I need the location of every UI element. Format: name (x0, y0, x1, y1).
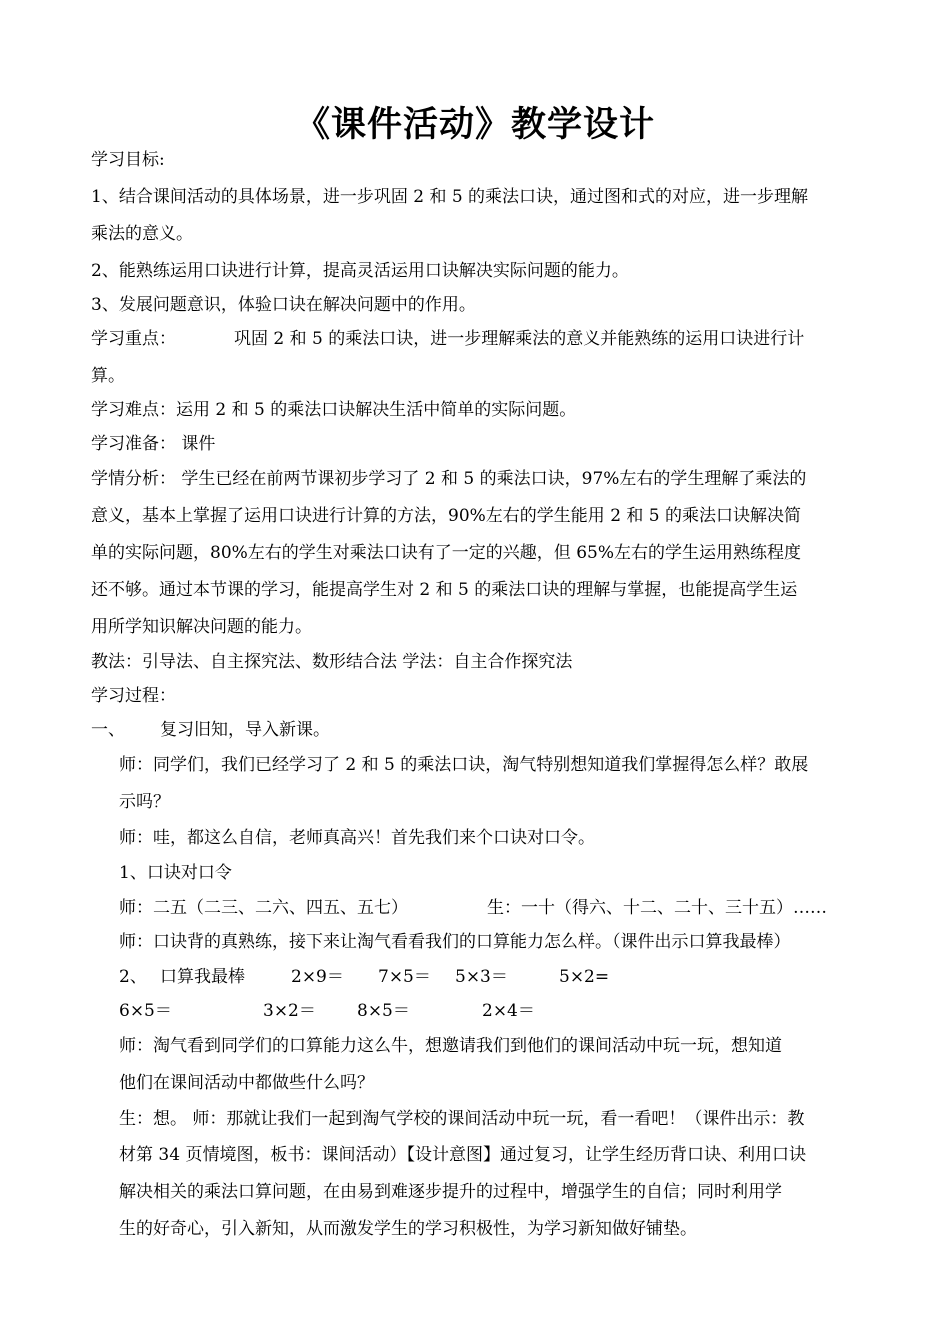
objective-3: 3、发展问题意识，体验口诀在解决问题中的作用。 (91, 295, 476, 315)
teacher-line-1: 师：同学们，我们已经学习了 2 和 5 的乘法口诀，淘气特别想知道我们掌握得怎么样？敢展 (119, 755, 809, 775)
teacher-line-3: 师：口诀背的真熟练，接下来让淘气看看我们的口算能力怎么样。（课件出示口算我最棒） (119, 932, 791, 952)
key-point-line-2: 算。 (91, 366, 125, 386)
methods: 教法：引导法、自主探究法、数形结合法 学法：自主合作探究法 (91, 652, 573, 672)
section-1-number: 一、 (91, 720, 125, 740)
calc-item: 7×5＝ (378, 967, 431, 987)
analysis-line-3: 单的实际问题，80%左右的学生对乘法口诀有了一定的兴趣，但 65%左右的学生运用熟练程度 (91, 543, 801, 563)
analysis-line-1: 学情分析： 学生已经在前两节课初步学习了 2 和 5 的乘法口诀，97%左右的学生理解了乘法的 (91, 469, 807, 489)
calc-item: 5×2= (559, 967, 610, 987)
teacher-line-2: 师：哇，都这么自信，老师真高兴！首先我们来个口诀对口令。 (119, 828, 595, 848)
difficulty: 学习难点：运用 2 和 5 的乘法口诀解决生活中简单的实际问题。 (91, 400, 577, 420)
calc-item: 3×2＝ (263, 1001, 316, 1021)
key-point-line-1: 巩固 2 和 5 的乘法口诀，进一步理解乘法的意义并能熟练的运用口诀进行计 (234, 329, 805, 349)
objective-1-line-1: 1、结合课间活动的具体场景，进一步巩固 2 和 5 的乘法口诀，通过图和式的对应，进一步理解 (91, 187, 809, 207)
calc-item: 5×3＝ (455, 967, 508, 987)
subsection-2-number: 2、 (119, 967, 147, 987)
subsection-2-title: 口算我最棒 (160, 967, 245, 987)
objective-1-line-2: 乘法的意义。 (91, 224, 193, 244)
analysis-line-2: 意义，基本上掌握了运用口诀进行计算的方法，90%左右的学生能用 2 和 5 的乘法口诀解决简 (91, 506, 802, 526)
calc-item: 2×9＝ (291, 967, 344, 987)
dialogue-line-1: 生：想。 师：那就让我们一起到淘气学校的课间活动中玩一玩，看一看吧！（课件出示：教 (119, 1109, 805, 1129)
document-title: 《课件活动》教学设计 (294, 104, 655, 145)
teacher-line-4-cont: 他们在课间活动中都做些什么吗？ (119, 1073, 374, 1093)
teacher-line-1-cont: 示吗？ (119, 792, 170, 812)
objectives-heading: 学习目标: (91, 150, 165, 170)
objective-2: 2、能熟练运用口诀进行计算，提高灵活运用口诀解决实际问题的能力。 (91, 261, 629, 281)
analysis-line-5: 用所学知识解决问题的能力。 (91, 617, 312, 637)
key-point-label: 学习重点： (91, 329, 176, 349)
calc-item: 6×5＝ (119, 1001, 172, 1021)
drill-student: 生：一十（得六、十二、二十、三十五）…… (487, 898, 827, 918)
section-1-title: 复习旧知，导入新课。 (160, 720, 330, 740)
preparation: 学习准备： 课件 (91, 434, 216, 454)
calc-item: 2×4＝ (482, 1001, 535, 1021)
process-heading: 学习过程： (91, 686, 176, 706)
drill-teacher: 师：二五（二三、二六、四五、五七） (119, 898, 408, 918)
dialogue-line-2: 材第 34 页情境图，板书：课间活动）【设计意图】通过复习，让学生经历背口诀、利用口诀 (119, 1145, 806, 1165)
calc-item: 8×5＝ (357, 1001, 410, 1021)
dialogue-line-4: 生的好奇心，引入新知，从而激发学生的学习积极性，为学习新知做好铺垫。 (119, 1219, 697, 1239)
analysis-line-4: 还不够。通过本节课的学习，能提高学生对 2 和 5 的乘法口诀的理解与掌握，也能提高学生运 (91, 580, 798, 600)
teacher-line-4: 师：淘气看到同学们的口算能力这么牛，想邀请我们到他们的课间活动中玩一玩，想知道 (119, 1036, 782, 1056)
subsection-1-title: 1、口诀对口令 (119, 863, 232, 883)
dialogue-line-3: 解决相关的乘法口算问题，在由易到难逐步提升的过程中，增强学生的自信；同时利用学 (119, 1182, 782, 1202)
